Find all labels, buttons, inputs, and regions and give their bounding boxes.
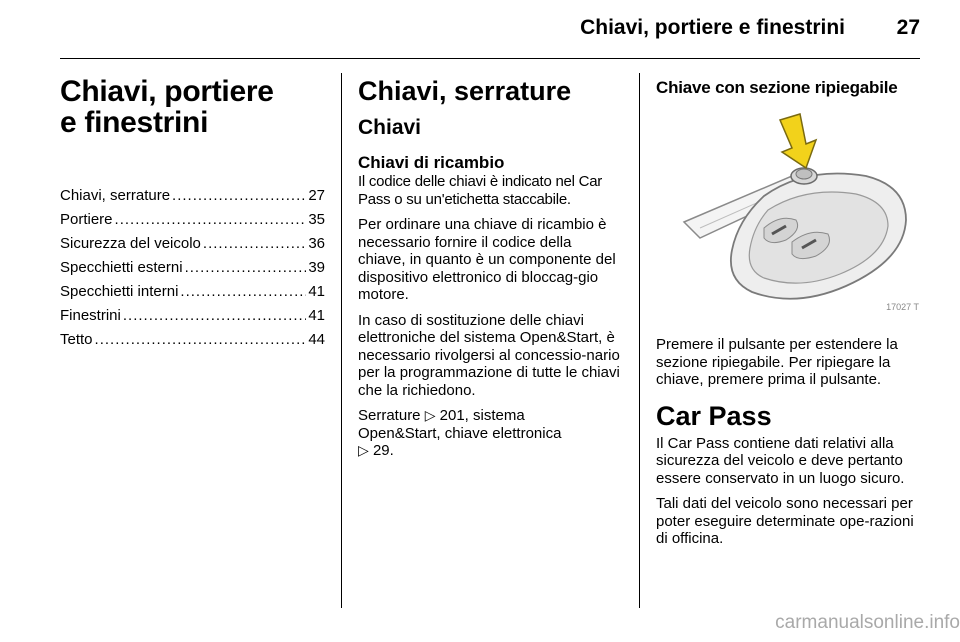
- reference-link[interactable]: 201, sistema: [435, 407, 525, 424]
- folding-key-column: [656, 76, 921, 556]
- folding-key-illustration: [656, 110, 921, 318]
- toc-leader-dots: [180, 280, 306, 304]
- chapter-title-line1: Chiavi, portiere: [60, 75, 274, 108]
- paragraph: In caso di sostituzione delle chiavi elettroniche del sistema Open&Start, è necessario rivolgersi al concessio-nario per la programmazione di tutte le chiavi che la richiedono.: [358, 311, 620, 399]
- paragraph: Per ordinare una chiave di ricambio è necessario fornire il codice della chiave, in quanto è un componente del dispositivo elettronico di bloccag-gio motore.: [358, 216, 616, 303]
- toc-entry-page: 35: [308, 211, 325, 228]
- toc-leader-dots: [203, 232, 306, 256]
- car-pass-title: Car Pass: [656, 400, 772, 431]
- toc-entry-page: 39: [308, 259, 325, 276]
- table-of-contents: [60, 184, 325, 352]
- toc-entry[interactable]: [60, 280, 325, 304]
- page-ref-arrow-icon: ▷: [358, 442, 369, 458]
- toc-entry-label: Specchietti esterni: [60, 259, 183, 276]
- chapter-title: [60, 76, 325, 138]
- toc-entry[interactable]: [60, 304, 325, 328]
- subsubsection-title: Chiavi di ricambio: [358, 153, 505, 172]
- figure-code: 17027 T: [886, 302, 919, 312]
- column-divider-right: [639, 73, 640, 608]
- paragraph: Il Car Pass contiene dati relativi alla sicurezza del veicolo e deve pertanto essere conservato in un luogo sicuro.: [656, 434, 905, 487]
- toc-leader-dots: [172, 184, 306, 208]
- toc-entry-page: 41: [308, 307, 325, 324]
- toc-entry[interactable]: [60, 232, 325, 256]
- toc-entry-label: Tetto: [60, 331, 93, 348]
- toc-entry-page: 36: [308, 235, 325, 252]
- toc-entry[interactable]: [60, 208, 325, 232]
- toc-entry-label: Chiavi, serrature: [60, 187, 171, 204]
- toc-entry[interactable]: [60, 328, 325, 352]
- page-number: 27: [896, 16, 920, 39]
- watermark: carmanualsonline.info: [775, 612, 960, 633]
- section-title: Chiavi, serrature: [358, 76, 572, 106]
- toc-leader-dots: [115, 208, 307, 232]
- toc-entry[interactable]: [60, 256, 325, 280]
- key-drawing: [656, 110, 921, 318]
- column-divider-left: [341, 73, 342, 608]
- running-header-title: Chiavi, portiere e finestrini: [580, 16, 845, 39]
- toc-entry-label: Portiere: [60, 211, 113, 228]
- toc-entry-label: Sicurezza del veicolo: [60, 235, 201, 252]
- paragraph: Tali dati del veicolo sono necessari per poter eseguire determinate ope-razioni di officina.: [656, 495, 914, 547]
- toc-entry-page: 41: [308, 283, 325, 300]
- page-ref-arrow-icon: ▷: [424, 407, 436, 423]
- figure-heading: Chiave con sezione ripiegabile: [656, 78, 898, 97]
- toc-leader-dots: [95, 328, 307, 352]
- toc-leader-dots: [185, 256, 307, 280]
- reference-link[interactable]: 29.: [368, 442, 394, 459]
- toc-entry-page: 27: [308, 187, 325, 204]
- reference-text: Serrature: [358, 407, 425, 424]
- subsection-title: Chiavi: [358, 116, 422, 139]
- toc-leader-dots: [123, 304, 306, 328]
- reference-text: Open&Start, chiave elettronica: [358, 424, 562, 442]
- header-rule: [60, 58, 920, 59]
- toc-entry-page: 44: [308, 331, 325, 348]
- toc-entry-label: Specchietti interni: [60, 283, 179, 300]
- toc-entry-label: Finestrini: [60, 307, 121, 324]
- cross-reference: [358, 407, 623, 460]
- keys-locks-column: [358, 76, 623, 468]
- paragraph: Il codice delle chiavi è indicato nel Car Pass o su un'etichetta staccabile.: [358, 173, 603, 208]
- chapter-title-line2: e finestrini: [60, 106, 209, 139]
- chapter-column: [60, 76, 325, 352]
- toc-entry[interactable]: [60, 184, 325, 208]
- paragraph: Premere il pulsante per estendere la sezione ripiegabile. Per ripiegare la chiave, premere prima il pulsante.: [656, 336, 898, 388]
